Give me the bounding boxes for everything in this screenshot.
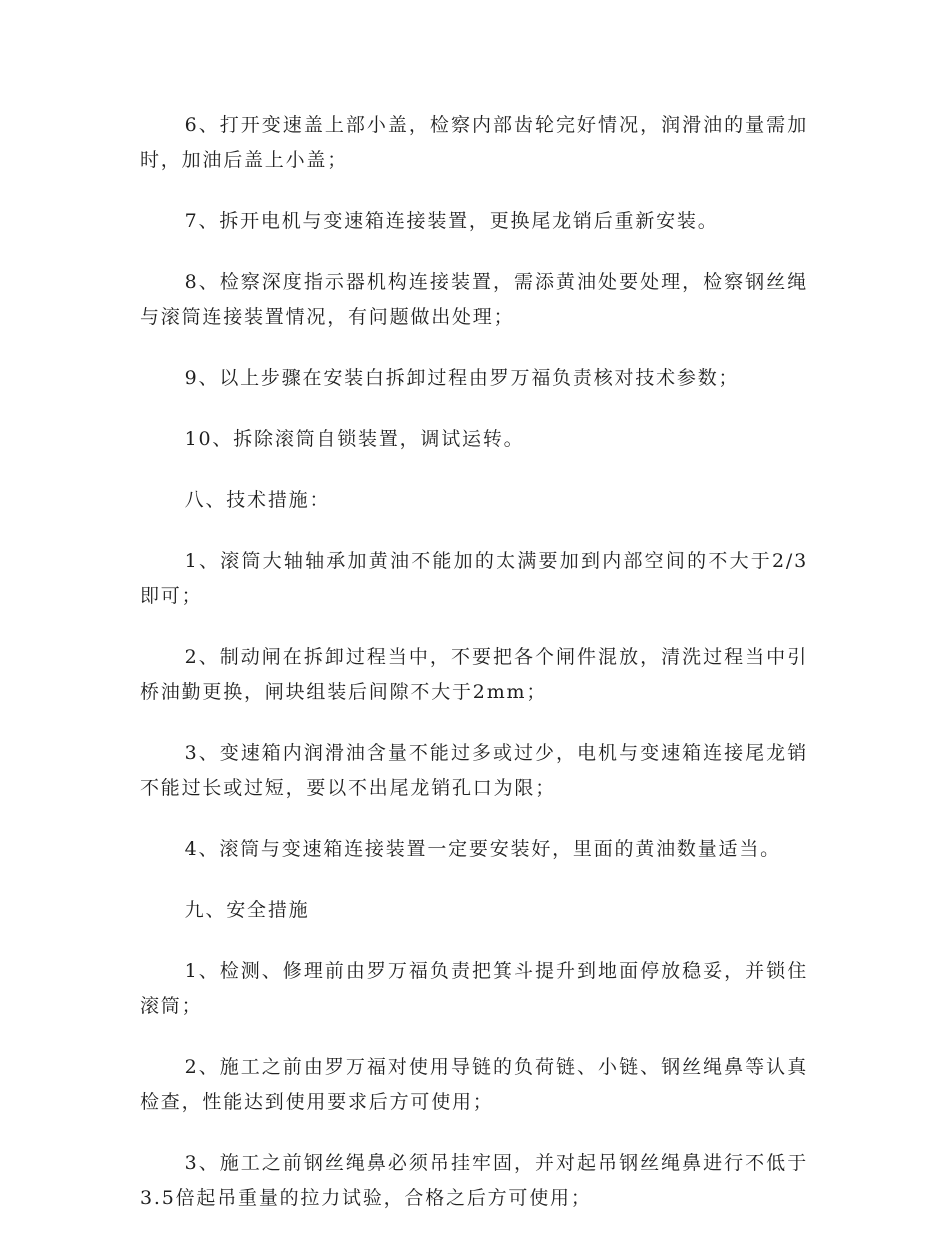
paragraph-step-9: 9、以上步骤在安装白拆卸过程由罗万福负责核对技术参数； xyxy=(184,367,740,389)
paragraph-step-7: 7、拆开电机与变速箱连接装置，更换尾龙销后重新安装。 xyxy=(184,210,719,232)
paragraph-tech-1: 1、滚筒大轴轴承加黄油不能加的太满要加到内部空间的不大于2/3即可； xyxy=(140,550,808,607)
section-heading-safety-measures: 九、安全措施 xyxy=(184,899,310,921)
document-body xyxy=(140,108,808,1242)
section-heading-technical-measures: 八、技术措施： xyxy=(184,489,331,511)
paragraph-step-10: 10、拆除滚筒自锁装置，调试运转。 xyxy=(184,428,525,450)
paragraph-step-8: 8、检察深度指示器机构连接装置，需添黄油处要处理，检察钢丝绳与滚筒连接装置情况，有问题做出处理； xyxy=(140,271,808,328)
paragraph-safety-3: 3、施工之前钢丝绳鼻必须吊挂牢固，并对起吊钢丝绳鼻进行不低于3.5倍起吊重量的拉力试验，合格之后方可使用； xyxy=(140,1152,808,1209)
paragraph-tech-3: 3、变速箱内润滑油含量不能过多或过少，电机与变速箱连接尾龙销不能过长或过短，要以不出尾龙销孔口为限； xyxy=(140,742,808,799)
paragraph-safety-2: 2、施工之前由罗万福对使用导链的负荷链、小链、钢丝绳鼻等认真检查，性能达到使用要求后方可使用； xyxy=(140,1056,808,1113)
paragraph-step-6: 6、打开变速盖上部小盖，检察内部齿轮完好情况，润滑油的量需加时，加油后盖上小盖； xyxy=(140,114,808,171)
paragraph-tech-2: 2、制动闸在拆卸过程当中，不要把各个闸件混放，清洗过程当中引桥油勤更换，闸块组装后间隙不大于2mm； xyxy=(140,646,808,703)
paragraph-tech-4: 4、滚筒与变速箱连接装置一定要安装好，里面的黄油数量适当。 xyxy=(184,838,781,860)
paragraph-safety-1: 1、检测、修理前由罗万福负责把箕斗提升到地面停放稳妥，并锁住滚筒； xyxy=(140,960,808,1017)
